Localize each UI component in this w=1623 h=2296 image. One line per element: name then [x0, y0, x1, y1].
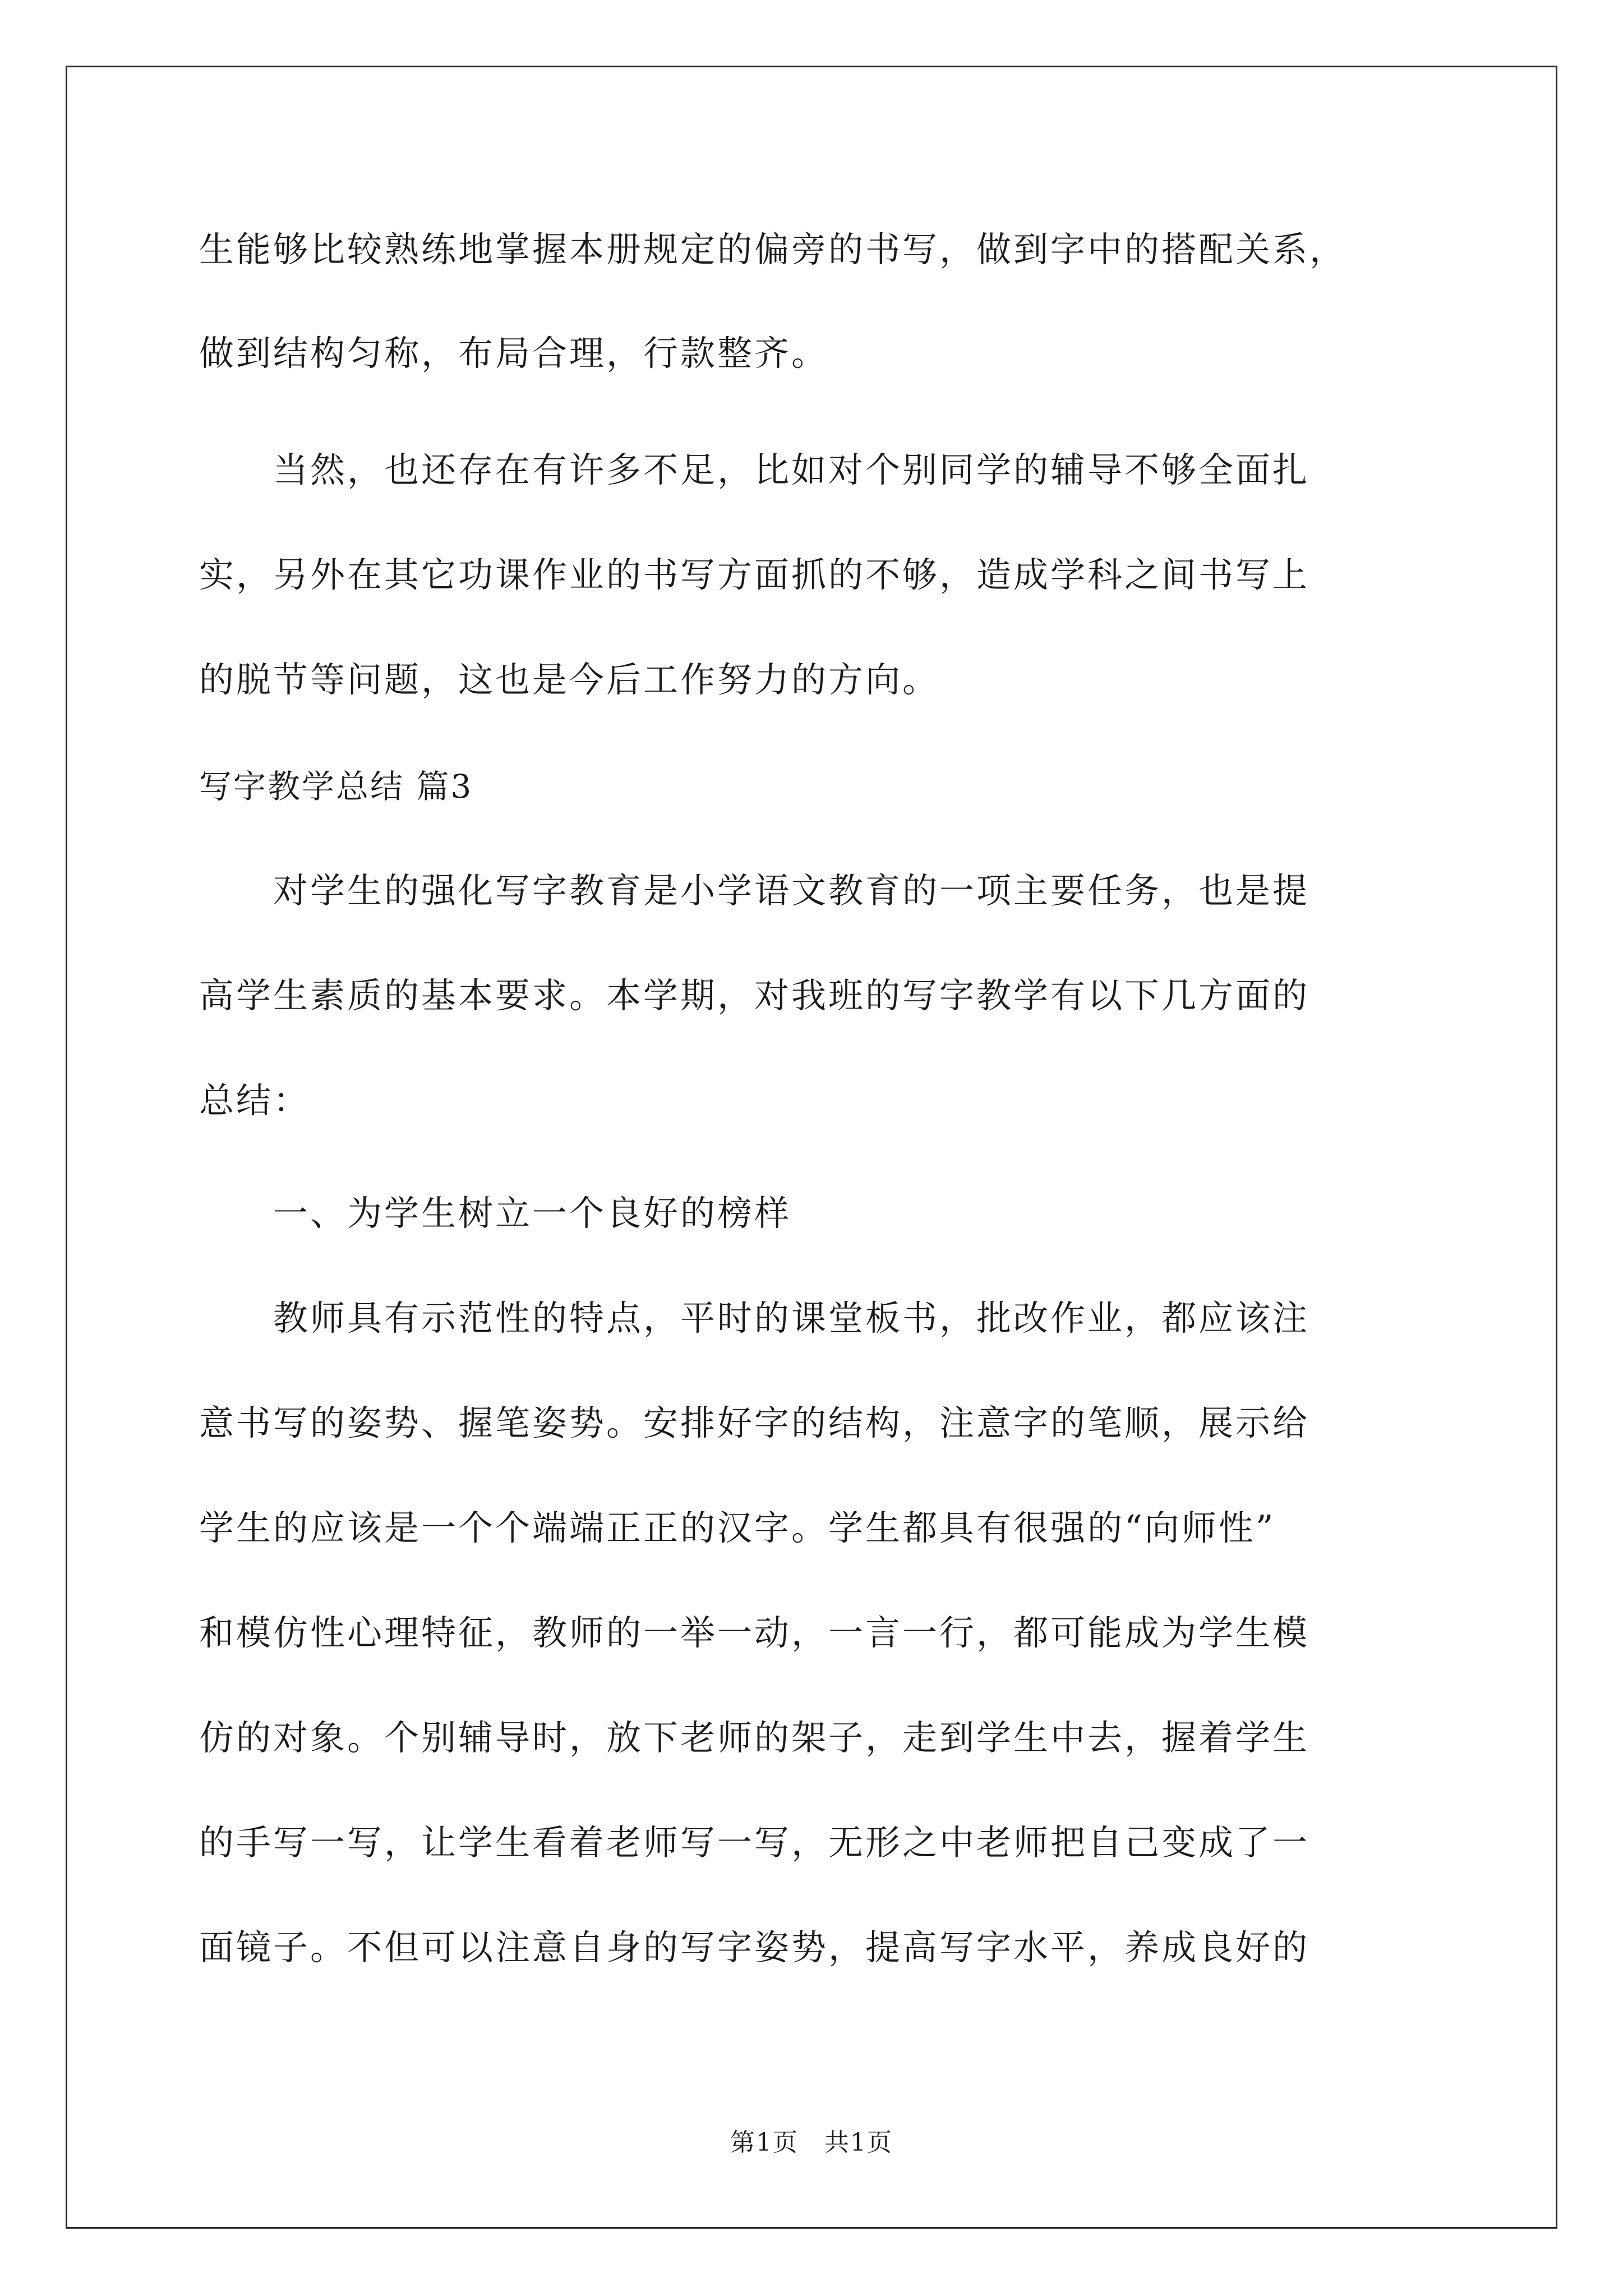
body-line-5: 的脱节等问题，这也是今后工作努力的方向。 [199, 659, 940, 700]
body-line-4: 实，另外在其它功课作业的书写方面抓的不够，造成学科之间书写上 [199, 554, 1310, 595]
body-line-14: 的手写一写，让学生看着老师写一写，无形之中老师把自己变成了一 [199, 1822, 1310, 1863]
body-line-2: 做到结构匀称，布局合理，行款整齐。 [199, 333, 829, 374]
page-border [66, 66, 1557, 2229]
body-line-6: 对学生的强化写字教育是小学语文教育的一项主要任务，也是提 [199, 870, 1310, 911]
body-line-13: 仿的对象。个别辅导时，放下老师的架子，走到学生中去，握着学生 [199, 1717, 1310, 1758]
section-heading: 写字教学总结 篇3 [199, 767, 473, 806]
body-line-15: 面镜子。不但可以注意自身的写字姿势，提高写字水平，养成良好的 [199, 1927, 1310, 1968]
body-line-7: 高学生素质的基本要求。本学期，对我班的写字教学有以下几方面的 [199, 975, 1310, 1016]
body-line-9: 教师具有示范性的特点，平时的课堂板书，批改作业，都应该注 [199, 1297, 1310, 1338]
body-line-10: 意书写的姿势、握笔姿势。安排好字的结构，注意字的笔顺，展示给 [199, 1402, 1310, 1443]
page-footer: 第1页 共1页 [730, 2128, 893, 2157]
body-line-11: 学生的应该是一个个端端正正的汉字。学生都具有很强的“向师性” [199, 1507, 1276, 1548]
body-line-8: 总结： [199, 1080, 311, 1121]
body-line-12: 和模仿性心理特征，教师的一举一动，一言一行，都可能成为学生模 [199, 1612, 1310, 1653]
subheading: 一、为学生树立一个良好的榜样 [199, 1193, 792, 1234]
body-line-1: 生能够比较熟练地掌握本册规定的偏旁的书写，做到字中的搭配关系， [199, 229, 1347, 270]
body-line-3: 当然，也还存在有许多不足，比如对个别同学的辅导不够全面扎 [199, 449, 1310, 490]
